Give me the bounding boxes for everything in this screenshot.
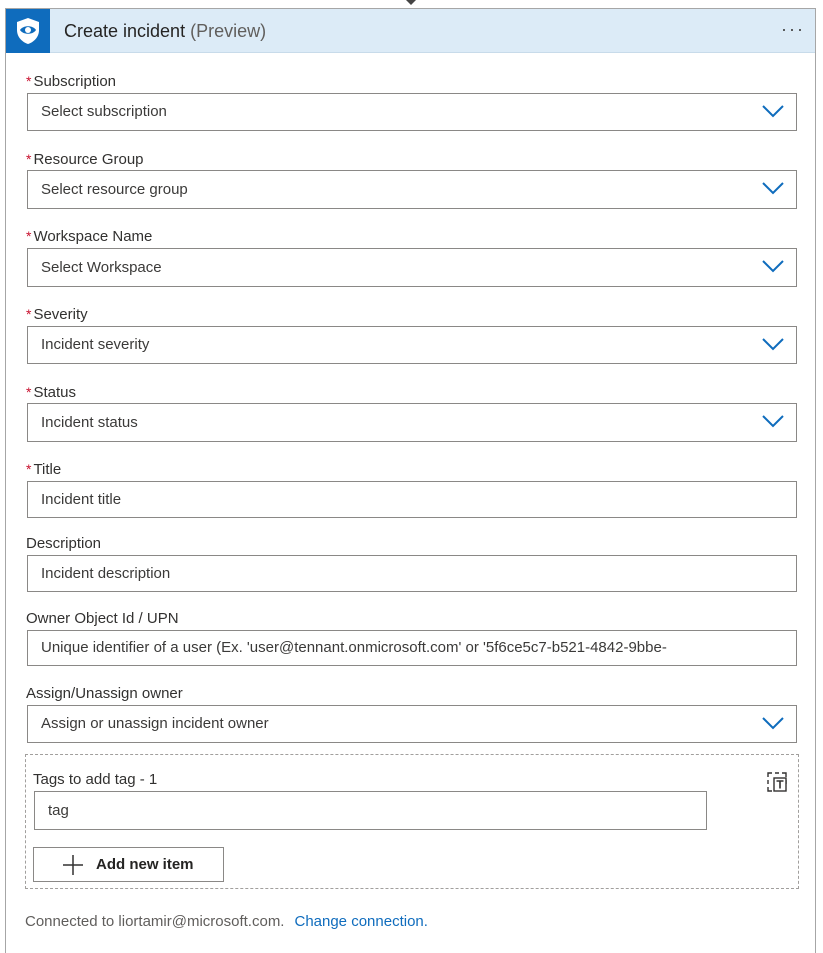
add-new-item-label: Add new item [96, 856, 194, 873]
resource-group-label: Resource Group [33, 151, 144, 168]
create-incident-card [5, 8, 816, 953]
title-field [26, 459, 798, 508]
severity-value: Incident severity [41, 336, 150, 353]
description-label: Description [26, 535, 102, 552]
resource-group-select[interactable] [27, 170, 797, 209]
assign-owner-select[interactable] [27, 705, 797, 743]
more-options-button[interactable]: ··· [781, 19, 805, 39]
change-connection-link[interactable]: Change connection. [294, 913, 428, 930]
collapse-arrow-icon[interactable] [406, 0, 416, 5]
assign-owner-label: Assign/Unassign owner [26, 685, 183, 702]
description-input[interactable] [27, 555, 797, 592]
assign-owner-field [26, 684, 798, 732]
sentinel-logo [6, 9, 50, 53]
tags-section [25, 754, 799, 889]
severity-label: Severity [33, 306, 88, 323]
title-placeholder: Incident title [41, 491, 122, 508]
chevron-down-icon [762, 716, 784, 730]
tag-input[interactable] [34, 791, 707, 830]
owner-placeholder: Unique identifier of a user (Ex. 'user@tennant.onmicrosoft.com' or '5f6ce5c7-b521-4842-9bbe- [41, 639, 667, 656]
required-marker: * [26, 228, 32, 244]
preview-label: (Preview) [190, 21, 267, 41]
status-value: Incident status [41, 414, 138, 431]
owner-input[interactable] [27, 630, 797, 666]
subscription-label: Subscription [33, 73, 116, 90]
required-marker: * [26, 461, 32, 477]
owner-field [26, 609, 798, 656]
chevron-down-icon [762, 414, 784, 428]
title-text: Create incident [64, 21, 186, 41]
title-input[interactable] [27, 481, 797, 518]
connection-footer [25, 913, 428, 930]
subscription-select[interactable] [27, 93, 797, 131]
description-placeholder: Incident description [41, 565, 171, 582]
resource-group-value: Select resource group [41, 181, 188, 198]
assign-owner-value: Assign or unassign incident owner [41, 715, 269, 732]
chevron-down-icon [762, 259, 784, 273]
description-field [26, 534, 798, 582]
status-label: Status [33, 384, 76, 401]
subscription-value: Select subscription [41, 103, 167, 120]
switch-to-text-mode-button[interactable] [766, 771, 788, 798]
resource-group-field [26, 149, 798, 198]
required-marker: * [26, 73, 32, 89]
subscription-field [26, 71, 798, 120]
card-header[interactable] [6, 9, 815, 53]
severity-field [26, 304, 798, 353]
connected-text: Connected to liortamir@microsoft.com. [25, 913, 285, 930]
workspace-name-field [26, 226, 798, 276]
required-marker: * [26, 306, 32, 322]
workspace-select[interactable] [27, 248, 797, 287]
owner-label: Owner Object Id / UPN [26, 610, 179, 627]
shield-eye-icon [15, 17, 41, 45]
plus-icon [62, 854, 84, 876]
add-new-item-button[interactable] [33, 847, 224, 882]
tag-placeholder: tag [48, 802, 69, 819]
status-select[interactable] [27, 403, 797, 442]
tags-label: Tags to add tag - 1 [33, 771, 158, 788]
chevron-down-icon [762, 337, 784, 351]
page-title [64, 21, 266, 42]
required-marker: * [26, 151, 32, 167]
required-marker: * [26, 384, 32, 400]
status-field [26, 382, 798, 431]
workspace-name-label: Workspace Name [33, 228, 153, 245]
title-label: Title [33, 461, 62, 478]
severity-select[interactable] [27, 326, 797, 364]
workspace-value: Select Workspace [41, 259, 162, 276]
text-mode-icon [766, 771, 788, 793]
chevron-down-icon [762, 104, 784, 118]
chevron-down-icon [762, 181, 784, 195]
